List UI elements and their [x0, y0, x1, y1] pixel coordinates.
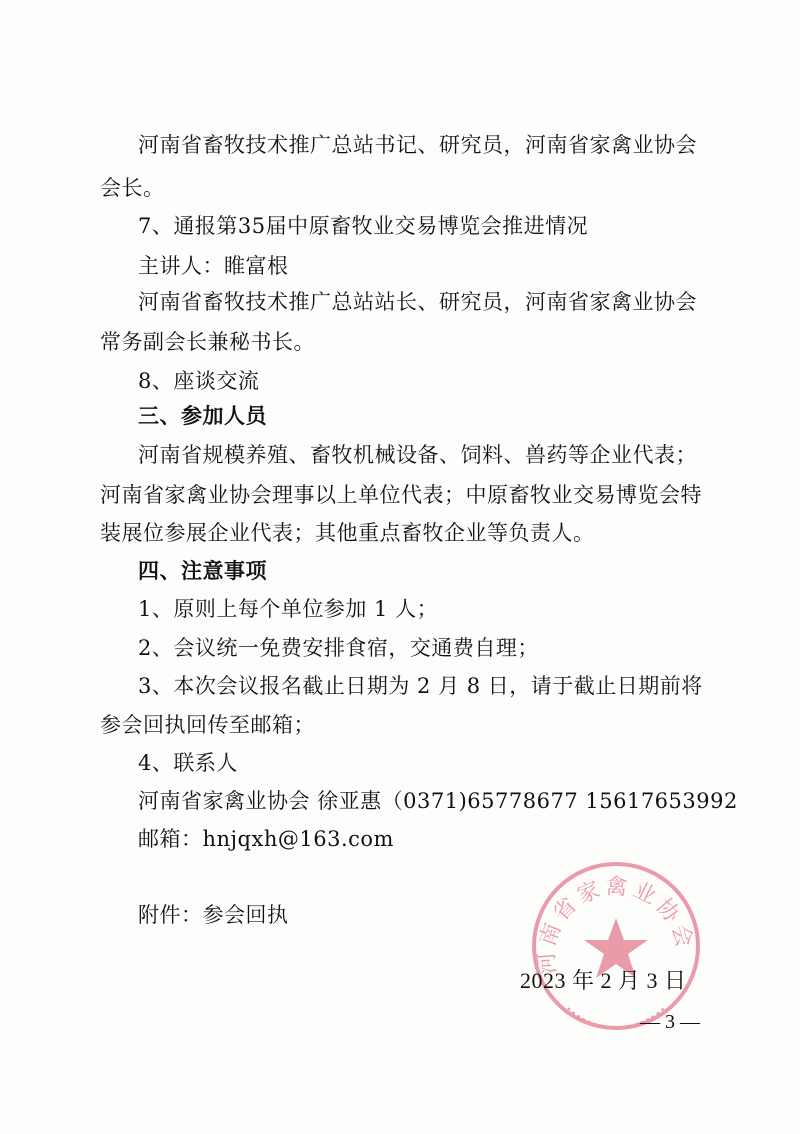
svg-text:河南省家禽业协会: 河南省家禽业协会: [534, 874, 698, 976]
email-line: 邮箱：hnjqxh@163.com: [138, 827, 394, 851]
text-line: 主讲人：睢富根: [138, 254, 289, 278]
text-line: 4、联系人: [138, 751, 238, 775]
document-date: 2023 年 2 月 3 日: [520, 968, 687, 993]
text-line: 河南省畜牧技术推广总站书记、研究员，河南省家禽业协会: [138, 133, 697, 157]
text-line: 8、座谈交流: [138, 369, 260, 393]
text-line: 3、本次会议报名截止日期为 2 月 8 日，请于截止日期前将: [138, 674, 703, 698]
section-heading: 四、注意事项: [138, 559, 267, 583]
section-heading: 三、参加人员: [138, 404, 267, 428]
text-line: 会长。: [100, 176, 165, 200]
text-line: 1、原则上每个单位参加 1 人；: [138, 597, 439, 621]
text-line: 7、通报第35届中原畜牧业交易博览会推进情况: [138, 214, 589, 238]
text-line: 装展位参展企业代表；其他重点畜牧企业等负责人。: [100, 521, 595, 545]
text-line: 河南省规模养殖、畜牧机械设备、饲料、兽药等企业代表；: [138, 443, 697, 467]
text-line: 河南省家禽业协会理事以上单位代表；中原畜牧业交易博览会特: [100, 483, 702, 507]
text-line: 河南省畜牧技术推广总站站长、研究员，河南省家禽业协会: [138, 290, 697, 314]
text-line: 参会回执回传至邮箱；: [100, 713, 315, 737]
text-line: 2、会议统一免费安排食宿，交通费自理；: [138, 636, 539, 660]
page-number: — 3 —: [640, 1011, 700, 1033]
contact-line: 河南省家禽业协会 徐亚惠（0371)65778677 15617653992: [138, 789, 738, 813]
text-line: 常务副会长兼秘书长。: [100, 330, 315, 354]
attachment-line: 附件：参会回执: [138, 903, 289, 927]
